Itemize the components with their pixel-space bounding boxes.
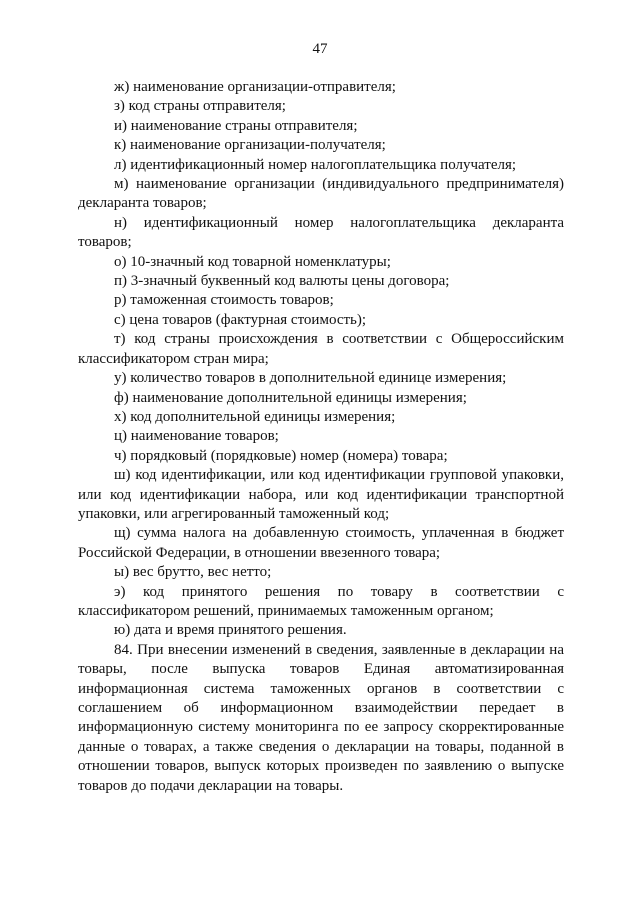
list-item-yu: ю) дата и время принятого решения. <box>114 622 347 639</box>
list-item-p: п) 3-значный буквенный код валюты цены договора; <box>114 273 450 290</box>
list-item-k: к) наименование организации-получателя; <box>114 137 386 154</box>
document-body <box>78 78 564 796</box>
list-item-l: л) идентификационный номер налогоплательщика получателя; <box>114 156 517 173</box>
list-item-o: о) 10-значный код товарной номенклатуры; <box>114 253 391 270</box>
list-item-m: м) наименование организации (индивидуального предпринимателя) декларанта товаров; <box>78 176 564 212</box>
list-item-n: н) идентификационный номер налогоплательщика декларанта товаров; <box>78 214 564 251</box>
list-item-e: э) код принятого решения по товару в соответствии с классификатором решений, принимаемых таможенным органом; <box>78 583 564 619</box>
list-item-y: ы) вес брутто, вес нетто; <box>114 564 272 581</box>
list-item-zh: ж) наименование организации-отправителя; <box>114 79 396 95</box>
list-item-shch: щ) сумма налога на добавленную стоимость, уплаченная в бюджет Российской Федерации, в отношении ввезенного товара; <box>78 525 564 561</box>
page-number: 47 <box>312 41 328 57</box>
list-item-f: ф) наименование дополнительной единицы измерения; <box>114 389 467 406</box>
list-item-i: и) наименование страны отправителя; <box>114 117 358 134</box>
list-item-s: с) цена товаров (фактурная стоимость); <box>114 311 367 328</box>
list-item-ch: ч) порядковый (порядковые) номер (номера) товара; <box>114 447 448 464</box>
list-item-sh: ш) код идентификации, или код идентификации групповой упаковки, или код идентификации набора, или код идентификации транспортной упаковки, или агрегированный таможенный код; <box>78 467 564 522</box>
paragraph-84: 84. При внесении изменений в сведения, заявленные в декларации на товары, после выпуска товаров Единая автоматизированная информационная система таможенных органов в соответствии с соглашением об информационном взаимодействии передает в информационную систему мониторинга по ее запросу скорректированные данные о товарах, а также сведения о декларации на товары, поданной в отношении товаров, выпуск которых произведен по заявлению о выпуске товаров до подачи декларации на товары. <box>78 641 564 794</box>
list-item-kh: х) код дополнительной единицы измерения; <box>114 408 396 425</box>
list-item-ts: ц) наименование товаров; <box>114 428 279 445</box>
list-item-z: з) код страны отправителя; <box>114 98 286 115</box>
list-item-u: у) количество товаров в дополнительной единице измерения; <box>114 370 507 387</box>
list-item-r: р) таможенная стоимость товаров; <box>114 292 334 309</box>
list-item-t: т) код страны происхождения в соответствии с Общероссийским классификатором стран мира; <box>78 331 564 367</box>
